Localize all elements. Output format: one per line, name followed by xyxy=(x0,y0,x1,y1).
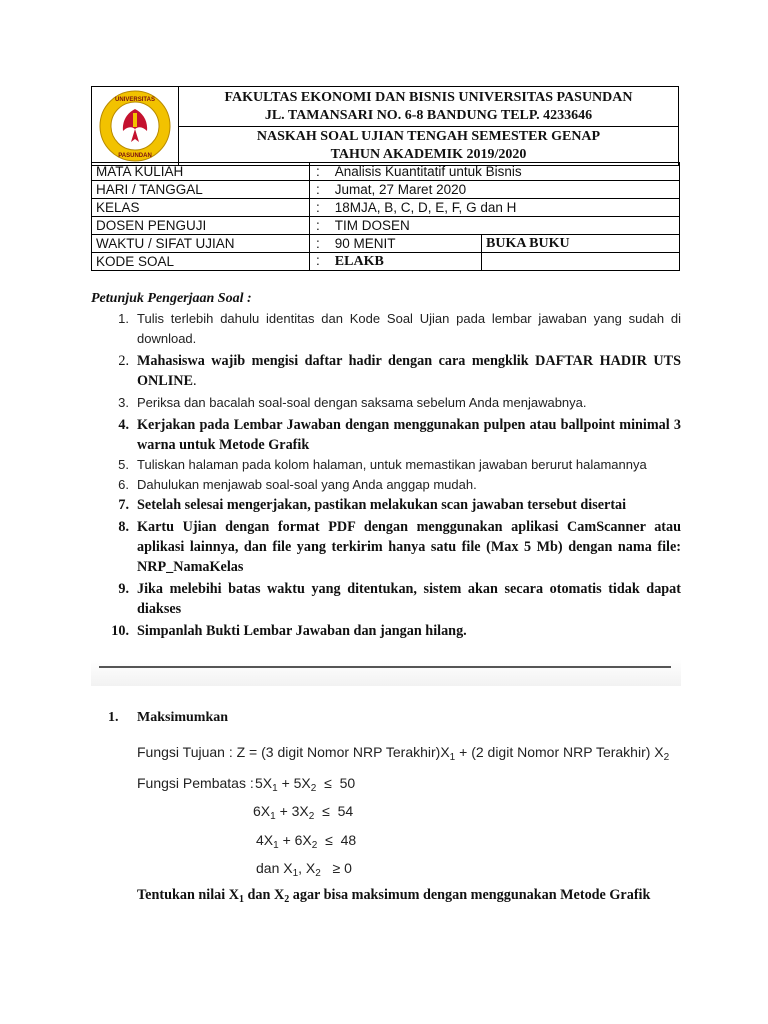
exam-nature: BUKA BUKU xyxy=(482,235,680,253)
question-task: Tentukan nilai $X_1$ dan $X_2$ agar bisa maksimum dengan menggunakan Metode Grafik xyxy=(137,887,651,905)
info-value: Analisis Kuantitatif untuk Bisnis xyxy=(334,164,522,179)
exam-title: NASKAH SOAL UJIAN TENGAH SEMESTER GENAP xyxy=(256,129,601,144)
faculty-name: FAKULTAS EKONOMI DAN BISNIS UNIVERSITAS PASUNDAN xyxy=(224,90,633,105)
constraint-3: $4X_1 + 6X_2 \le 48$ xyxy=(256,832,357,851)
item-text: Simpanlah Bukti Lembar Jawaban dan jangan hilang. xyxy=(137,623,467,639)
item-tail: . xyxy=(192,373,197,389)
item-text: Jika melebihi batas waktu yang ditentukan, sistem akan secara otomatis tidak dapat diakses xyxy=(137,581,681,617)
colon: : xyxy=(316,236,320,251)
universitas-pasundan-logo-icon xyxy=(96,89,174,163)
item-number: 9. xyxy=(118,581,129,597)
instruction-item xyxy=(91,309,681,349)
instruction-item xyxy=(91,621,681,641)
exam-header xyxy=(91,86,679,166)
logo-cell xyxy=(92,87,179,166)
colon: : xyxy=(316,164,320,179)
info-row-course xyxy=(92,163,680,181)
item-text: Tuliskan halaman pada kolom halaman, untuk memastikan jawaban berurut halamannya xyxy=(137,457,647,472)
colon: : xyxy=(316,200,320,215)
faculty-address: JL. TAMANSARI NO. 6-8 BANDUNG TELP. 4233646 xyxy=(264,108,593,123)
item-text: Kerjakan pada Lembar Jawaban dengan menggunakan pulpen atau ballpoint minimal 3 warna untuk Metode Grafik xyxy=(137,417,681,453)
item-text: Mahasiswa wajib mengisi daftar hadir dengan cara mengklik DAFTAR HADIR UTS ONLINE xyxy=(137,353,681,389)
info-label: KODE SOAL xyxy=(92,253,310,271)
info-value: Jumat, 27 Maret 2020 xyxy=(334,182,467,197)
question-number: 1. xyxy=(108,710,119,725)
exam-info-table xyxy=(91,162,680,271)
info-label: MATA KULIAH xyxy=(92,163,310,181)
item-text: Dahulukan menjawab soal-soal yang Anda anggap mudah. xyxy=(137,477,477,492)
instruction-item xyxy=(91,415,681,455)
item-text: Setelah selesai mengerjakan, pastikan melakukan scan jawaban tersebut disertai xyxy=(137,497,627,513)
item-text: Tulis terlebih dahulu identitas dan Kode Soal Ujian pada lembar jawaban yang sudah di download. xyxy=(137,311,681,346)
constraint-1: $5X_1 + 5X_2 \le 50$ xyxy=(255,775,356,794)
info-row-examiner xyxy=(92,217,680,235)
item-text: Kartu Ujian dengan format PDF dengan menggunakan aplikasi CamScanner atau aplikasi lainnya, dan file yang terkirim hanya satu file (Max 5 Mb) dengan nama file: NRP_NamaKelas xyxy=(137,519,681,575)
info-row-code xyxy=(92,253,680,271)
info-label: DOSEN PENGUJI xyxy=(92,217,310,235)
info-row-date xyxy=(92,181,680,199)
instruction-item xyxy=(91,495,681,515)
empty-cell xyxy=(482,253,680,271)
item-number: 1. xyxy=(118,311,129,326)
instruction-item xyxy=(91,393,681,413)
question-heading: Maksimumkan xyxy=(137,710,229,725)
info-label: KELAS xyxy=(92,199,310,217)
instruction-item xyxy=(91,455,681,475)
exam-code: ELAKB xyxy=(334,254,384,269)
info-label: HARI / TANGGAL xyxy=(92,181,310,199)
item-number: 2. xyxy=(118,353,129,369)
item-number: 6. xyxy=(118,477,129,492)
constraint-label: Fungsi Pembatas : xyxy=(137,775,254,791)
item-text: Periksa dan bacalah soal-soal dengan saksama sebelum Anda menjawabnya. xyxy=(137,395,587,410)
instruction-item xyxy=(91,351,681,391)
item-number: 7. xyxy=(118,497,129,513)
info-row-class xyxy=(92,199,680,217)
colon: : xyxy=(316,182,320,197)
info-value: TIM DOSEN xyxy=(334,218,410,233)
section-divider xyxy=(91,660,681,686)
header-title-cell xyxy=(179,87,679,166)
logo-ring-text-top: UNIVERSITAS xyxy=(115,97,155,103)
instructions-title: Petunjuk Pengerjaan Soal : xyxy=(91,291,252,306)
logo-ring-text-bottom: PASUNDAN xyxy=(118,153,152,159)
nonnegativity-constraint: dan $X_1$, $X_2 \ge 0$ xyxy=(256,860,352,879)
info-label: WAKTU / SIFAT UJIAN xyxy=(92,235,310,253)
instruction-item xyxy=(91,475,681,495)
info-value: 18MJA, B, C, D, E, F, G dan H xyxy=(334,200,517,215)
item-number: 5. xyxy=(118,457,129,472)
instruction-item xyxy=(91,517,681,577)
instructions-list xyxy=(91,309,681,641)
colon: : xyxy=(316,253,320,268)
colon: : xyxy=(316,218,320,233)
constraint-2: $6X_1 + 3X_2 \le 54$ xyxy=(253,803,354,822)
item-number: 4. xyxy=(118,417,129,433)
item-number: 8. xyxy=(118,519,129,535)
item-number: 10. xyxy=(111,623,129,639)
info-row-duration xyxy=(92,235,680,253)
info-value: 90 MENIT xyxy=(334,236,396,251)
objective-function: Fungsi Tujuan : Z = (3 digit Nomor NRP $Terakhir)X_1 + (2$ digit Nomor NRP Terakhir) $X_2$ xyxy=(137,744,670,763)
instruction-item xyxy=(91,579,681,619)
academic-year: TAHUN AKADEMIK 2019/2020 xyxy=(330,147,527,162)
item-number: 3. xyxy=(118,395,129,410)
